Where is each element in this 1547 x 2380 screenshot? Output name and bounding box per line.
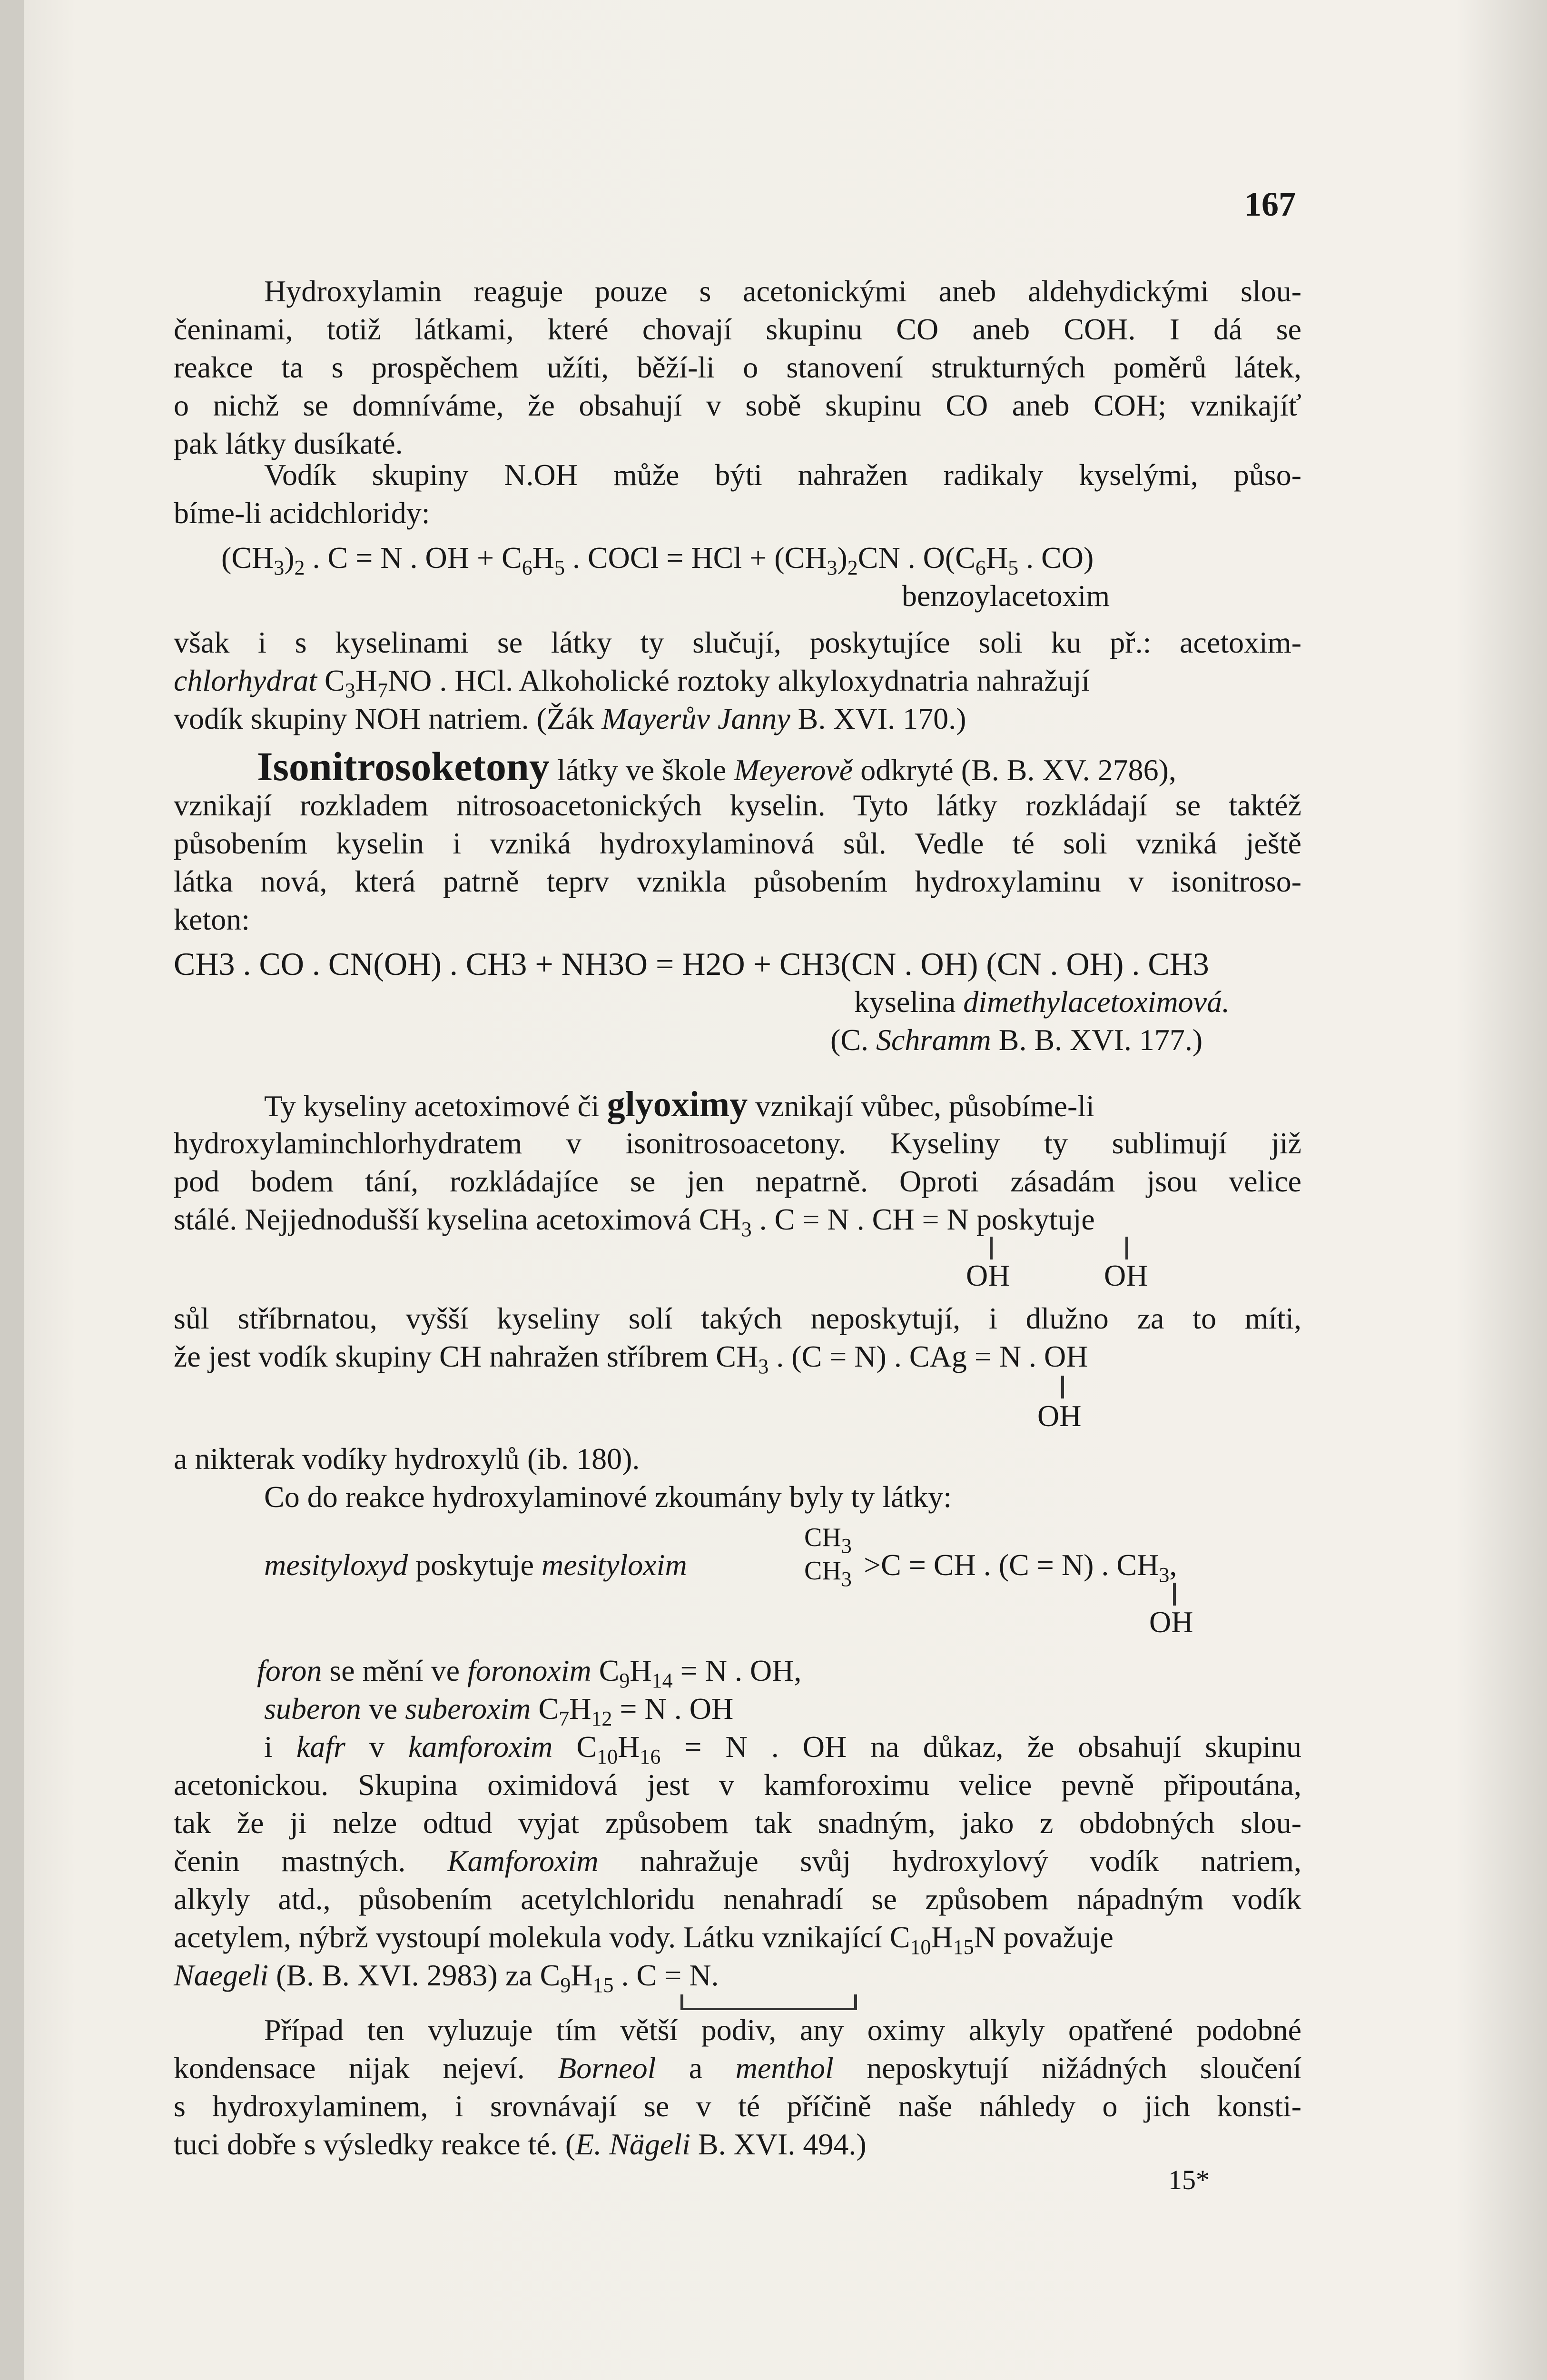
text-line: sůl stříbrnatou, vyšší kyseliny solí takých neposkytují, i dlužno za to míti, [174,1301,1301,1335]
text-line: a nikterak vodíky hydroxylů (ib. 180). [174,1442,640,1476]
text-line: o nichž se domníváme, že obsahují v sobě skupinu CO aneb COH; vznikajíť [174,388,1301,422]
equation-benzoylacetoxim: $(CH_3)_2$ . C = N . OH + $C_6H_5$ . COCl = HCl + $(CH_3)_2CN$ . $O(C_6H_5$ . CO) [221,541,1094,579]
text-line: stálé. Nejjednodušší kyselina acetoximová $CH_3$ . C = N . CH = N poskytuje [174,1202,1095,1241]
methyl-group: $CH_3$ [804,1556,852,1591]
bond-line [1061,1376,1064,1398]
suberon-line: suberon ve suberoxim $C_7H_{12} = N$ . OH [264,1692,734,1730]
text-line: hydroxylaminchlorhydratem v isonitrosoacetony. Kyseliny ty sublimují již [174,1126,1301,1160]
text-line: Případ ten vyluzuje tím větší podiv, any oximy alkyly opatřené podobné [264,2013,1301,2047]
citation: (C. Schramm B. B. XVI. 177.) [830,1023,1203,1057]
text-line: že jest vodík skupiny CH nahražen stříbrem $CH_3$ . (C = N) . CAg = N . OH [174,1339,1088,1378]
text-line: Ty kyseliny acetoximové či glyoximy vznikají vůbec, působíme-li [264,1084,1094,1124]
text-line: látka nová, která patrně teprv vznikla působením hydroxylaminu v isonitroso- [174,864,1301,898]
substituent-oh: OH [1037,1399,1082,1433]
text-line: tak že ji nelze odtud vyjat způsobem tak snadným, jako z obdobných slou- [174,1806,1301,1840]
text-line: čenin mastných. Kamforoxim nahražuje svůj hydroxylový vodík natriem, [174,1844,1302,1878]
text-line: keton: [174,902,250,936]
page-number: 167 [1244,185,1296,223]
text-line: Vodík skupiny N.OH může býti nahražen radikaly kyselými, půso- [264,458,1301,492]
substituent-oh: OH [1104,1259,1148,1292]
substituent-oh: OH [1149,1605,1193,1639]
ring-bracket [680,2008,857,2010]
text-line: kondensace nijak nejeví. Borneol a menthol neposkytují nižádných sloučení [174,2051,1302,2085]
text-line: Co do reakce hydroxylaminové zkoumány byly ty látky: [264,1480,952,1514]
mesityloxyd-line: mesityloxyd poskytuje mesityloxim [264,1548,687,1582]
equation-label: benzoylacetoxim [902,579,1110,613]
text-line: vodík skupiny NOH natriem. (Žák Mayerův Janny B. XVI. 170.) [174,702,966,735]
text-line: tuci dobře s výsledky reakce té. (E. Nägeli B. XVI. 494.) [174,2127,867,2161]
bond-line [1125,1237,1128,1259]
text-line: alkyly atd., působením acetylchloridu nenahradí se způsobem nápadným vodík [174,1882,1301,1916]
foron-line: foron se mění ve foronoxim $C_9H_{14} = N$ . OH, [257,1654,802,1692]
bond-line [990,1237,993,1259]
text-line: acetylem, nýbrž vystoupí molekula vody. Látku vznikající $C_{10}H_{15}N$ považuje [174,1920,1113,1959]
text-line: acetonickou. Skupina oximidová jest v kamforoximu velice pevně připoutána, [174,1768,1301,1802]
text-line: bíme-li acidchloridy: [174,496,430,530]
page-edge [0,0,24,2380]
mesityloxim-formula: >C = CH . (C = N) . $CH_3$, [864,1548,1177,1587]
kafr-line: i kafr v kamforoxim $C_{10}H_{16} = N$ . OH na důkaz, že obsahují skupinu [264,1730,1302,1768]
text-line: vznikají rozkladem nitrosoacetonických kyselin. Tyto látky rozkládají se taktéž [174,788,1301,822]
bond-line [680,1994,683,2009]
bond-line [1173,1583,1176,1606]
text-line: pak látky dusíkaté. [174,426,403,460]
text-line: reakce ta s prospěchem užíti, běží-li o stanovení strukturných poměrů látek, [174,350,1301,384]
text-line: čeninami, totiž látkami, které chovají skupinu CO aneb COH. I dá se [174,312,1301,346]
equation-dimethylacetoxim: CH3 . CO . CN(OH) . CH3 + NH3O = H2O + CH3(CN . OH) (CN . OH) . CH3 [174,946,1209,982]
text-line: chlorhydrat $C_3H_7NO$ . HCl. Alkoholické roztoky alkyloxydnatria nahražují [174,664,1090,702]
text-line: pod bodem tání, rozkládajíce se jen nepatrně. Oproti zásadám jsou velice [174,1164,1301,1198]
section-heading: Isonitrosoketony [257,744,550,789]
bond-line [854,1994,857,2009]
text-line: s hydroxylaminem, i srovnávají se v té příčině naše náhledy o jich konsti- [174,2089,1301,2123]
methyl-group: $CH_3$ [804,1523,852,1557]
text-line: působením kyselin i vzniká hydroxylaminová sůl. Vedle té soli vzniká ještě [174,826,1301,860]
text-line: Hydroxylamin reaguje pouze s acetonickými aneb aldehydickými slou- [264,274,1301,308]
substituent-oh: OH [966,1259,1010,1292]
text-line: Isonitrosoketony látky ve škole Meyerově odkryté (B. B. XV. 2786), [257,744,1176,789]
equation-label: kyselina dimethylacetoximová. [854,985,1230,1019]
text-line: Naegeli (B. B. XVI. 2983) za $C_9H_{15}$ . C = N. [174,1958,719,1997]
text-line: však i s kyselinami se látky ty slučují, poskytujíce soli ku př.: acetoxim- [174,625,1301,659]
signature-mark: 15* [1168,2164,1210,2195]
